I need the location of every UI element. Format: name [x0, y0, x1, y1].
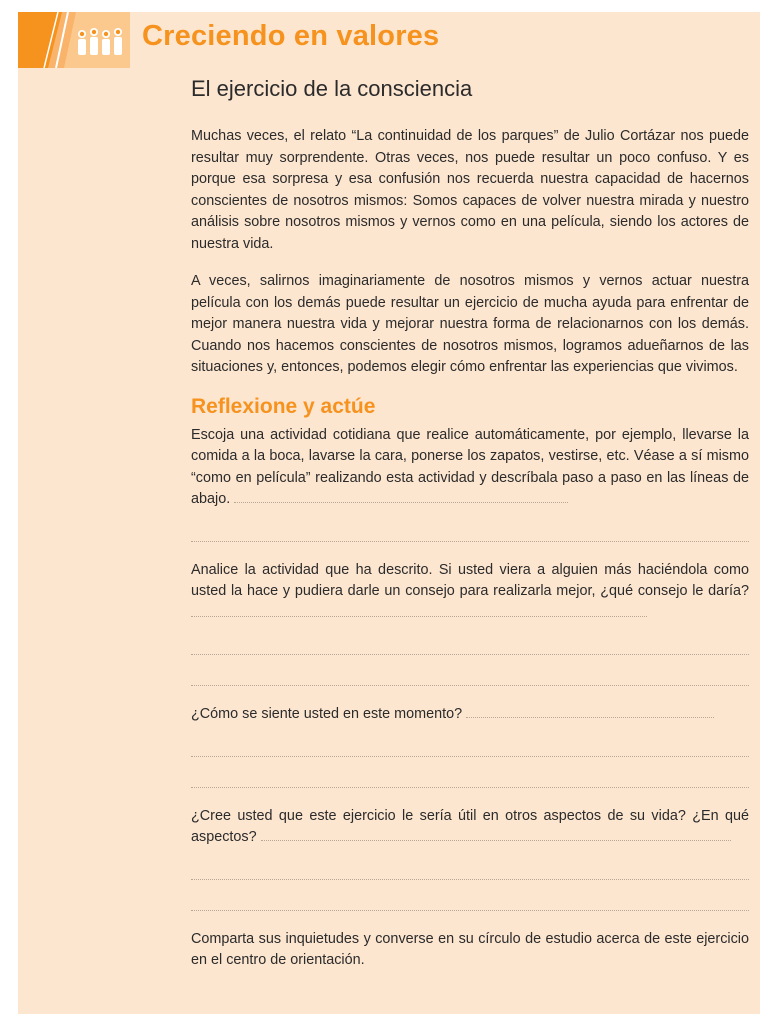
answer-line[interactable] [191, 624, 749, 655]
question [191, 560, 749, 625]
question-text: Analice la actividad que ha descrito. Si usted viera a alguien más haciéndola como usted la hace y pudiera darle un consejo para realizarla mejor, ¿qué consejo le daría? [191, 561, 749, 599]
answer-line[interactable] [191, 757, 749, 788]
answer-line[interactable] [191, 726, 749, 757]
answer-line[interactable] [466, 717, 714, 718]
answer-line[interactable] [234, 502, 568, 503]
answer-line[interactable] [191, 511, 749, 542]
answer-line[interactable] [191, 655, 749, 686]
answer-line[interactable] [191, 880, 749, 911]
question [191, 704, 749, 726]
content [191, 76, 749, 988]
question [191, 806, 749, 849]
paragraph: Muchas veces, el relato “La continuidad de los parques” de Julio Cortázar nos puede resultar muy sorprendente. Otras veces, nos puede resultar un poco confuso. Y es porque esa sorpresa y esa confusión nos recuerda nuestra capacidad de hacernos conscientes de nosotros mismos: Somos capaces de volver nuestra mirada y nuestro análisis sobre nosotros mismos y vernos como en una película, siendo los actores de nuestra vida. [191, 128, 749, 252]
activity-heading: Reflexione y actúe [191, 394, 376, 418]
answer-line[interactable] [261, 840, 731, 841]
answer-line[interactable] [191, 616, 647, 617]
section-title: Creciendo en valores [142, 20, 440, 52]
question-text: Escoja una actividad cotidiana que realice automáticamente, por ejemplo, llevarse la comida a la boca, lavarse la cara, ponerse los zapatos, vestirse, etc. Véase a sí mismo “como en película” realizando esta actividad y descríbala paso a paso en las líneas de abajo. [191, 426, 749, 507]
question-text: ¿Cree usted que este ejercicio le sería útil en otros aspectos de su vida? ¿En qué aspectos? [191, 807, 749, 845]
paragraph: A veces, salirnos imaginariamente de nosotros mismos y vernos actuar nuestra película con los demás puede resultar un ejercicio de mucha ayuda para enfrentar de mejor manera nuestra vida y mejorar nuestra forma de relacionarnos con los demás. Cuando nos hacemos conscientes de nosotros mismos, logramos adueñarnos de las situaciones y, entonces, podemos elegir cómo enfrentar las experiencias que vivimos. [191, 273, 749, 375]
answer-line[interactable] [191, 849, 749, 880]
page [18, 12, 760, 1014]
closing-paragraph: Comparta sus inquietudes y converse en su círculo de estudio acerca de este ejercicio en el centro de orientación. [191, 930, 749, 968]
people-group-icon [18, 12, 130, 68]
question-text: ¿Cómo se siente usted en este momento? [191, 706, 463, 722]
article-title: El ejercicio de la consciencia [191, 76, 473, 101]
question [191, 425, 749, 511]
